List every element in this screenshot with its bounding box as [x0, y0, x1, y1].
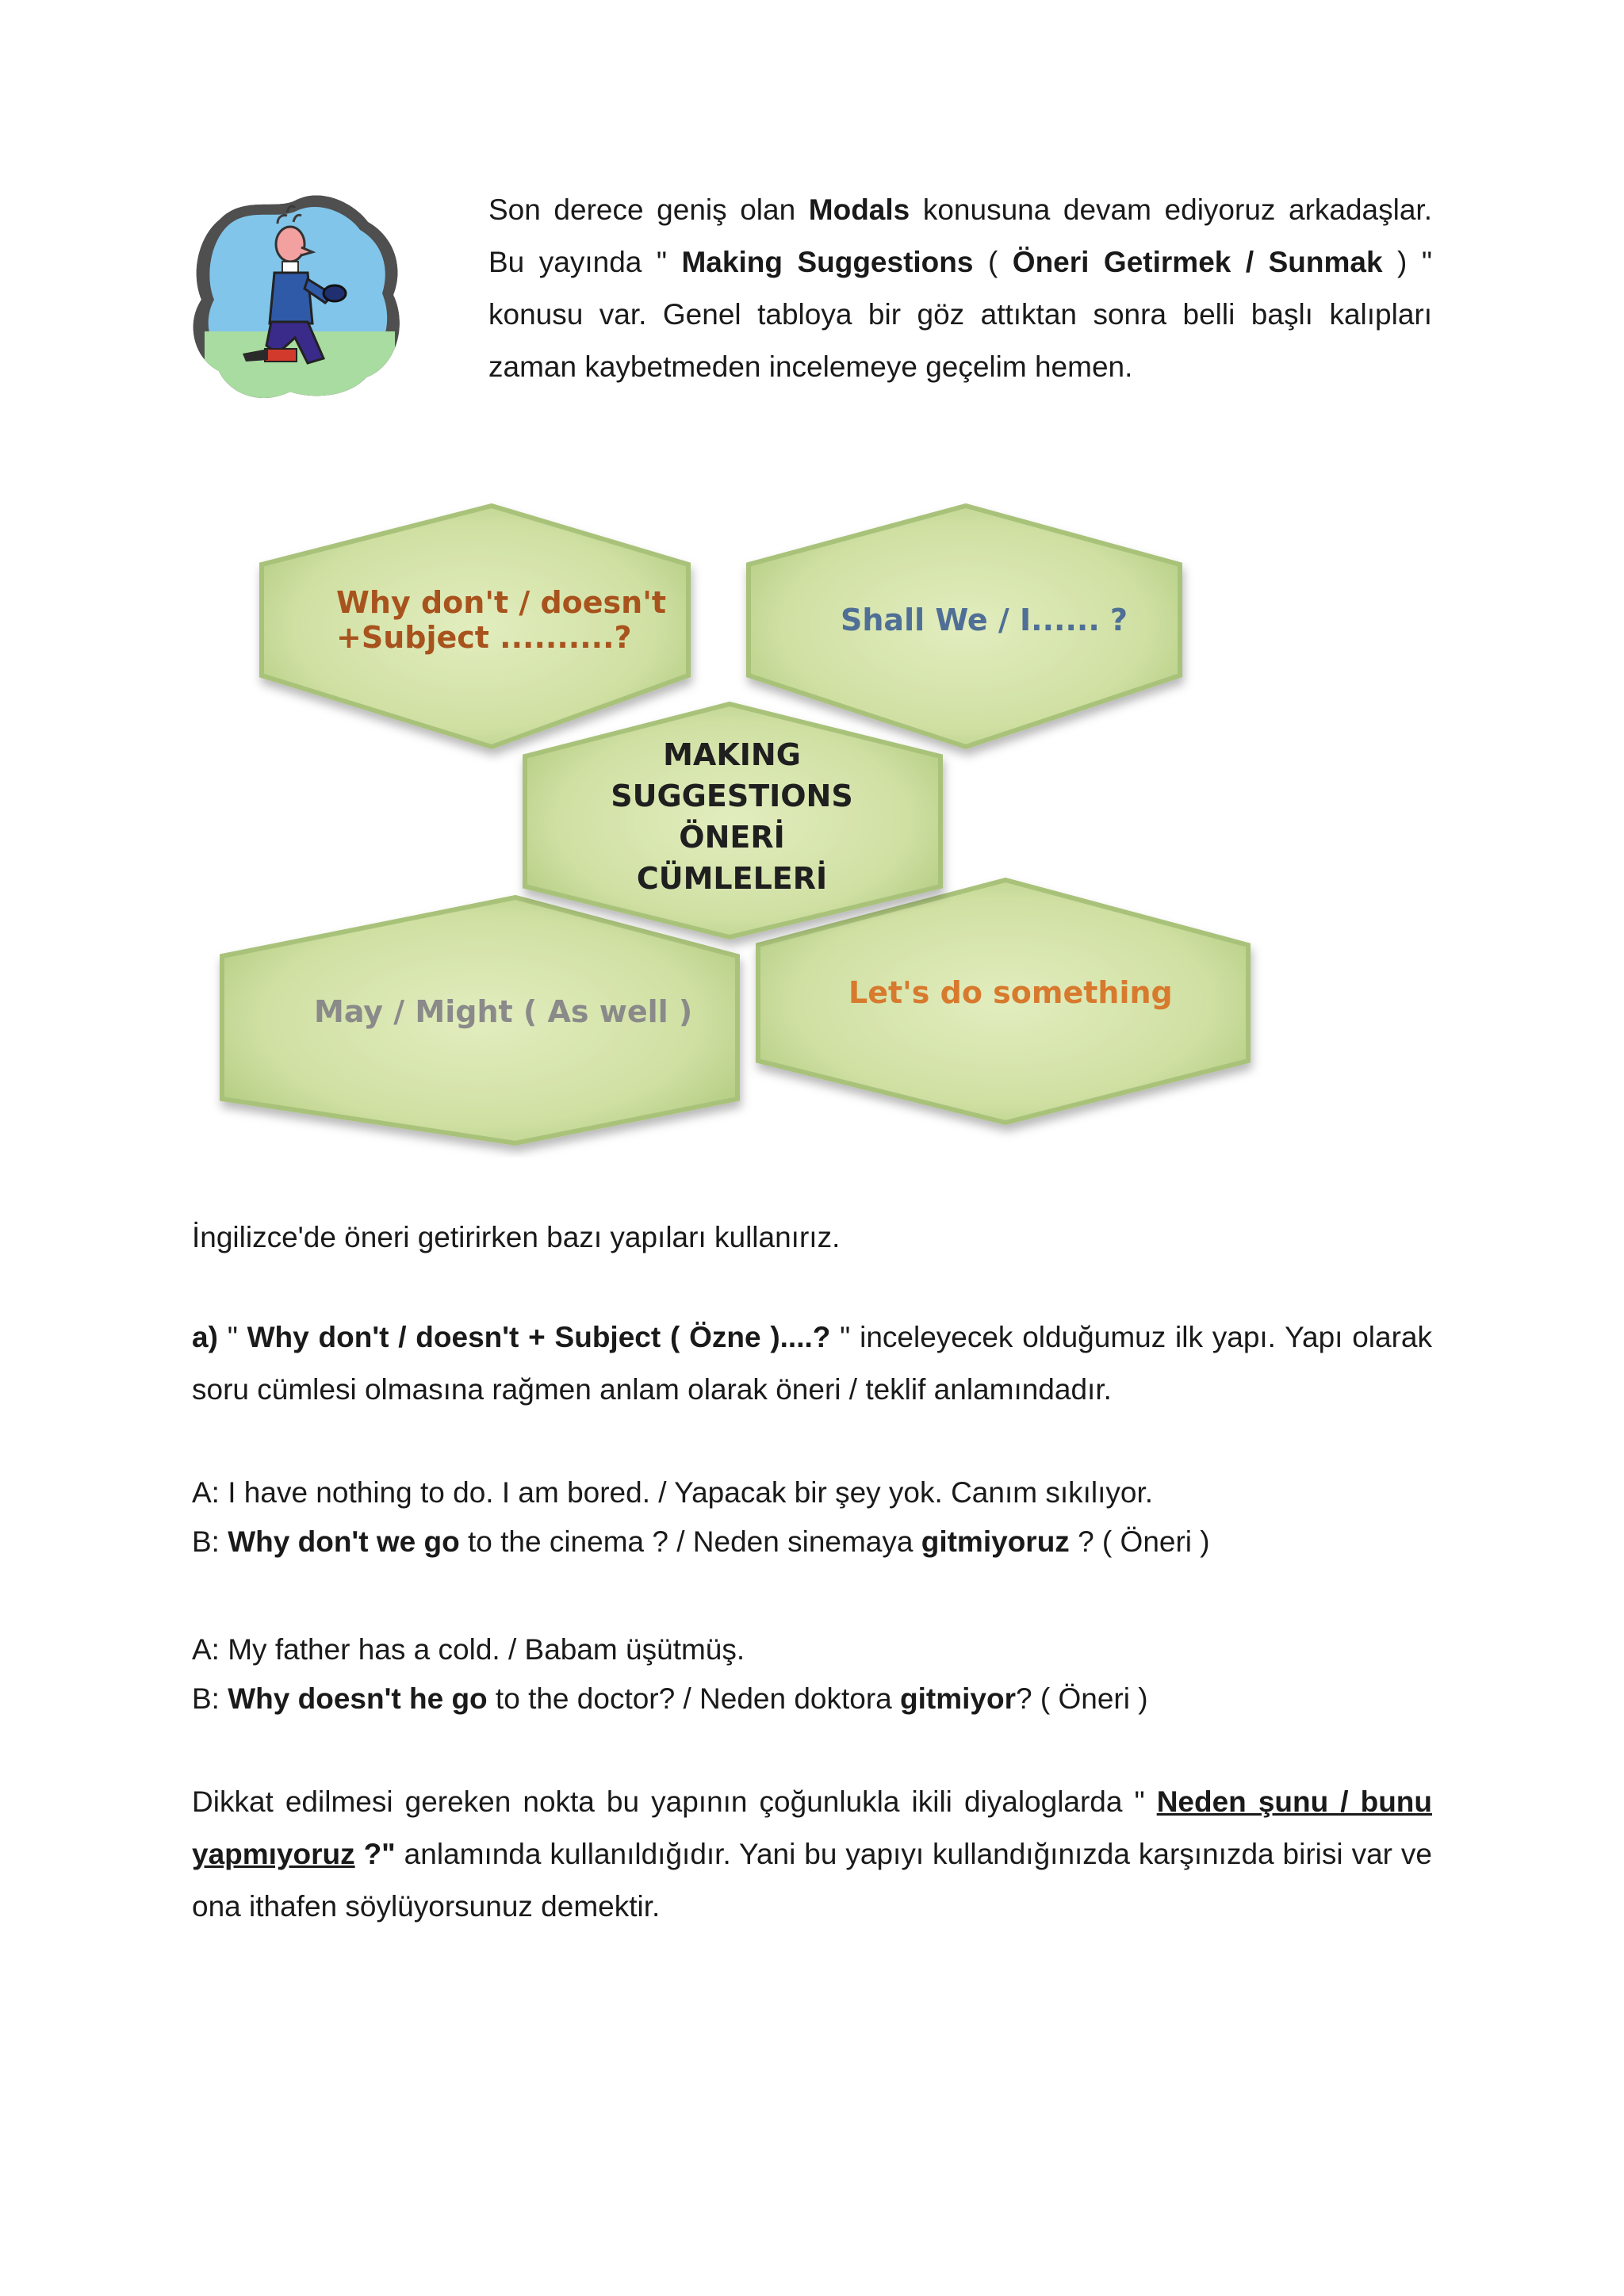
paragraph-intro-structures	[192, 1211, 1432, 1264]
bold-phrase: gitmiyor	[900, 1682, 1017, 1715]
example-text: ? ( Öneri )	[1069, 1525, 1210, 1558]
intro-text: (	[973, 246, 1013, 278]
underlined-phrase: Neden şunu / bunu yapmıyoruz	[192, 1785, 1432, 1870]
example-1-a: A: I have nothing to do. I am bored. / Yapacak bir şey yok. Canım sıkılıyor.	[192, 1476, 1154, 1509]
intro-oneri-getirmek: Öneri Getirmek / Sunmak	[1012, 246, 1383, 278]
label-may-might: May / Might ( As well )	[314, 994, 693, 1029]
bold-phrase: gitmiyoruz	[921, 1525, 1070, 1558]
example-text: ? ( Öneri )	[1016, 1682, 1148, 1715]
quote-mark: ?"	[354, 1838, 396, 1870]
suggestions-diagram	[190, 492, 1269, 1158]
item-a-label: a)	[192, 1321, 218, 1353]
bold-phrase: Why don't we go	[228, 1525, 460, 1558]
label-making-suggestions: MAKING SUGGESTIONS ÖNERİ CÜMLELERİ	[611, 737, 853, 896]
quote-text: "	[217, 1321, 247, 1353]
bold-phrase: Why doesn't he go	[228, 1682, 488, 1715]
speaker-b: B:	[192, 1525, 228, 1558]
label-shall-we: Shall We / I...... ?	[841, 603, 1128, 637]
paragraph-text: Dikkat edilmesi gereken nokta bu yapının çoğunlukla ikili diyaloglarda "	[192, 1785, 1157, 1818]
example-2-b	[192, 1674, 1432, 1724]
intro-making-suggestions: Making Suggestions	[681, 246, 974, 278]
label-why-dont: Why don't / doesn't +Subject ..........?	[336, 585, 667, 655]
paragraph-a-structure	[192, 1311, 1432, 1416]
example-2-a: A: My father has a cold. / Babam üşütmüş.	[192, 1633, 745, 1666]
paragraph-text: anlamında kullanıldığıdır. Yani bu yapıyı kullandığınızda karşınızda birisi var ve ona ithafen söylüyorsunuz demektir.	[192, 1838, 1432, 1923]
paragraph-note	[192, 1776, 1432, 1933]
example-2	[192, 1625, 1432, 1724]
example-text: to the doctor? / Neden doktora	[487, 1682, 901, 1715]
label-lets-do: Let's do something	[848, 975, 1173, 1010]
example-text: to the cinema ? / Neden sinemaya	[459, 1525, 921, 1558]
intro-text: ) " konusu var. Genel tabloya bir göz attıktan sonra belli başlı kalıpları zaman kaybetmeden incelemeye geçelim hemen.	[488, 246, 1433, 383]
speaker-b: B:	[192, 1682, 228, 1715]
example-1	[192, 1468, 1432, 1567]
intro-text: konusuna devam ediyoruz arkadaşlar. Bu yayında "	[488, 193, 1432, 278]
example-1-b	[192, 1517, 1432, 1567]
paragraph-text: İngilizce'de öneri getirirken bazı yapıları kullanırız.	[192, 1221, 841, 1253]
structure-why-dont: Why don't / doesn't + Subject ( Özne )....?	[247, 1321, 831, 1353]
intro-paragraph	[488, 184, 1432, 393]
intro-text: Son derece geniş olan	[488, 193, 809, 226]
paragraph-text: " inceleyecek olduğumuz ilk yapı. Yapı olarak soru cümlesi olmasına rağmen anlam olarak öneri / teklif anlamındadır.	[192, 1321, 1433, 1406]
intro-clipart	[189, 190, 404, 406]
intro-modals: Modals	[808, 193, 910, 226]
